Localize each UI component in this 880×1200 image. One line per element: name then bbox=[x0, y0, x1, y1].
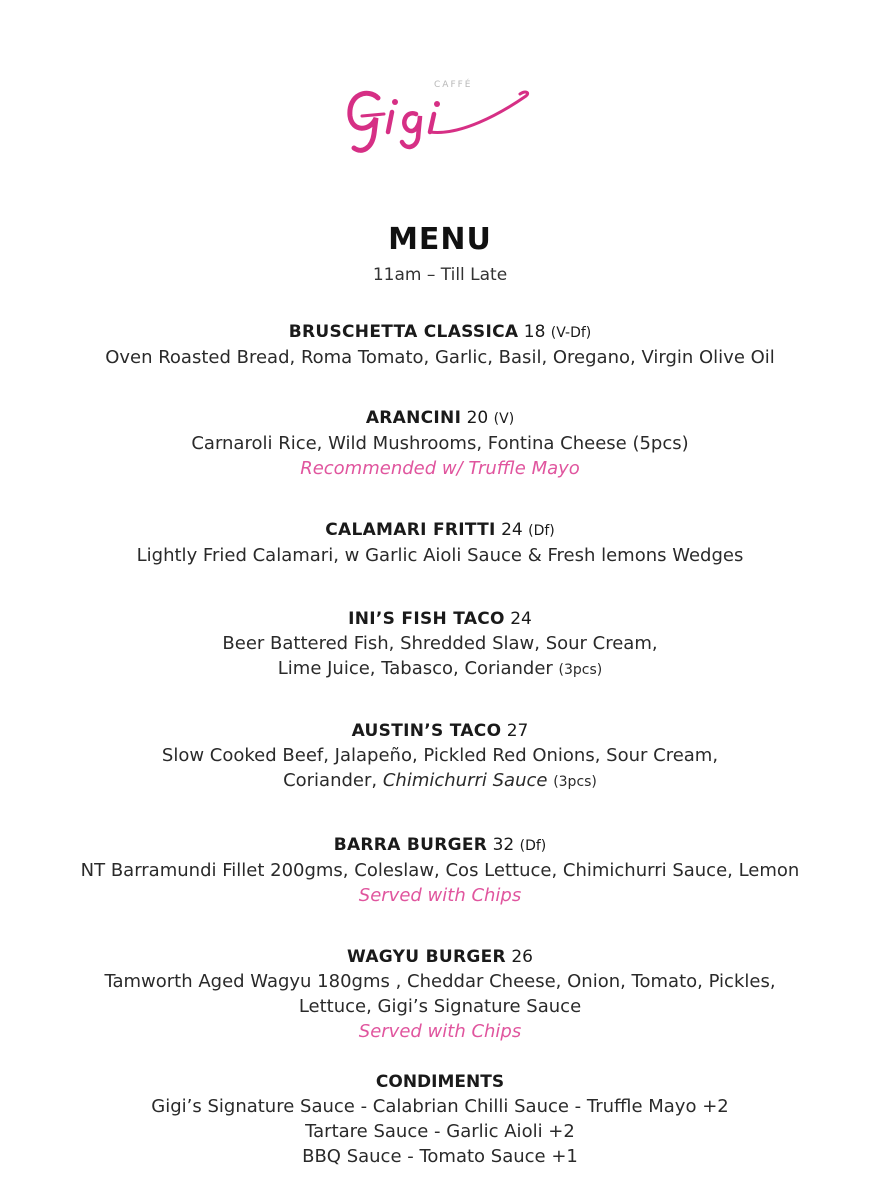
condiments-section bbox=[0, 1070, 880, 1169]
item-name: BRUSCHETTA CLASSICA bbox=[288, 322, 519, 342]
item-price: 24 bbox=[510, 609, 532, 629]
item-header bbox=[0, 518, 880, 543]
item-description-line-1: Beer Battered Fish, Shredded Slaw, Sour Cream, bbox=[222, 633, 658, 654]
item-dietary-tag: (V) bbox=[493, 411, 515, 427]
item-served-with: Served with Chips bbox=[358, 885, 522, 906]
item-dietary-tag: (Df) bbox=[528, 523, 555, 539]
menu-hours: 11am – Till Late bbox=[372, 265, 508, 285]
logo bbox=[340, 74, 540, 160]
condiments-line-3: BBQ Sauce - Tomato Sauce +1 bbox=[302, 1146, 578, 1167]
item-sauce: Chimichurri Sauce bbox=[382, 770, 548, 791]
logo-caffe-text: CAFFÉ bbox=[434, 80, 473, 90]
item-description-line-2 bbox=[0, 656, 880, 683]
item-portion: (3pcs) bbox=[553, 774, 597, 790]
item-header bbox=[0, 833, 880, 858]
item-price: 20 bbox=[466, 408, 489, 428]
item-price: 18 bbox=[523, 322, 546, 342]
item-description-line-2 bbox=[0, 768, 880, 795]
item-price: 26 bbox=[511, 947, 533, 967]
item-served-with: Served with Chips bbox=[358, 1021, 522, 1042]
item-header bbox=[0, 320, 880, 345]
item-description: Carnaroli Rice, Wild Mushrooms, Fontina Cheese (5pcs) bbox=[191, 433, 689, 454]
item-price: 24 bbox=[501, 520, 523, 540]
item-name: CALAMARI FRITTI bbox=[325, 520, 496, 540]
item-price: 27 bbox=[506, 721, 529, 741]
menu-item-calamari bbox=[0, 518, 880, 568]
condiments-title: CONDIMENTS bbox=[375, 1072, 505, 1092]
item-header bbox=[0, 607, 880, 631]
item-header bbox=[0, 406, 880, 431]
item-description-line-1: Slow Cooked Beef, Jalapeño, Pickled Red Onions, Sour Cream, bbox=[161, 745, 719, 766]
item-name: INI’S FISH TACO bbox=[348, 609, 505, 629]
menu-item-wagyu-burger bbox=[0, 945, 880, 1044]
item-dietary-tag: (V-Df) bbox=[550, 325, 592, 341]
item-name: ARANCINI bbox=[365, 408, 462, 428]
item-description-text: Lime Juice, Tabasco, Coriander bbox=[277, 658, 553, 679]
item-recommendation: Recommended w/ Truffle Mayo bbox=[300, 458, 580, 479]
menu-item-barra-burger bbox=[0, 833, 880, 908]
item-description-line-2: Lettuce, Gigi’s Signature Sauce bbox=[298, 996, 582, 1017]
item-description: Lightly Fried Calamari, w Garlic Aioli Sauce & Fresh lemons Wedges bbox=[136, 545, 744, 566]
item-name: BARRA BURGER bbox=[333, 835, 488, 855]
item-description: Oven Roasted Bread, Roma Tomato, Garlic, Basil, Oregano, Virgin Olive Oil bbox=[105, 347, 775, 368]
menu-item-austins-taco bbox=[0, 719, 880, 795]
menu-title: MENU bbox=[388, 222, 492, 257]
condiments-line-1: Gigi’s Signature Sauce - Calabrian Chilli Sauce - Truffle Mayo +2 bbox=[151, 1096, 729, 1117]
item-header bbox=[0, 945, 880, 969]
item-description-line-1: Tamworth Aged Wagyu 180gms , Cheddar Cheese, Onion, Tomato, Pickles, bbox=[104, 971, 776, 992]
item-price: 32 bbox=[492, 835, 515, 855]
menu-item-bruschetta bbox=[0, 320, 880, 370]
menu-item-arancini bbox=[0, 406, 880, 481]
item-description-text: Coriander, bbox=[283, 770, 378, 791]
item-name: WAGYU BURGER bbox=[347, 947, 506, 967]
item-dietary-tag: (Df) bbox=[519, 838, 547, 854]
item-header bbox=[0, 719, 880, 743]
item-portion: (3pcs) bbox=[558, 662, 603, 678]
item-name: AUSTIN’S TACO bbox=[351, 721, 502, 741]
menu-item-fish-taco bbox=[0, 607, 880, 683]
item-description: NT Barramundi Fillet 200gms, Coleslaw, Cos Lettuce, Chimichurri Sauce, Lemon bbox=[80, 860, 800, 881]
condiments-line-2: Tartare Sauce - Garlic Aioli +2 bbox=[305, 1121, 575, 1142]
